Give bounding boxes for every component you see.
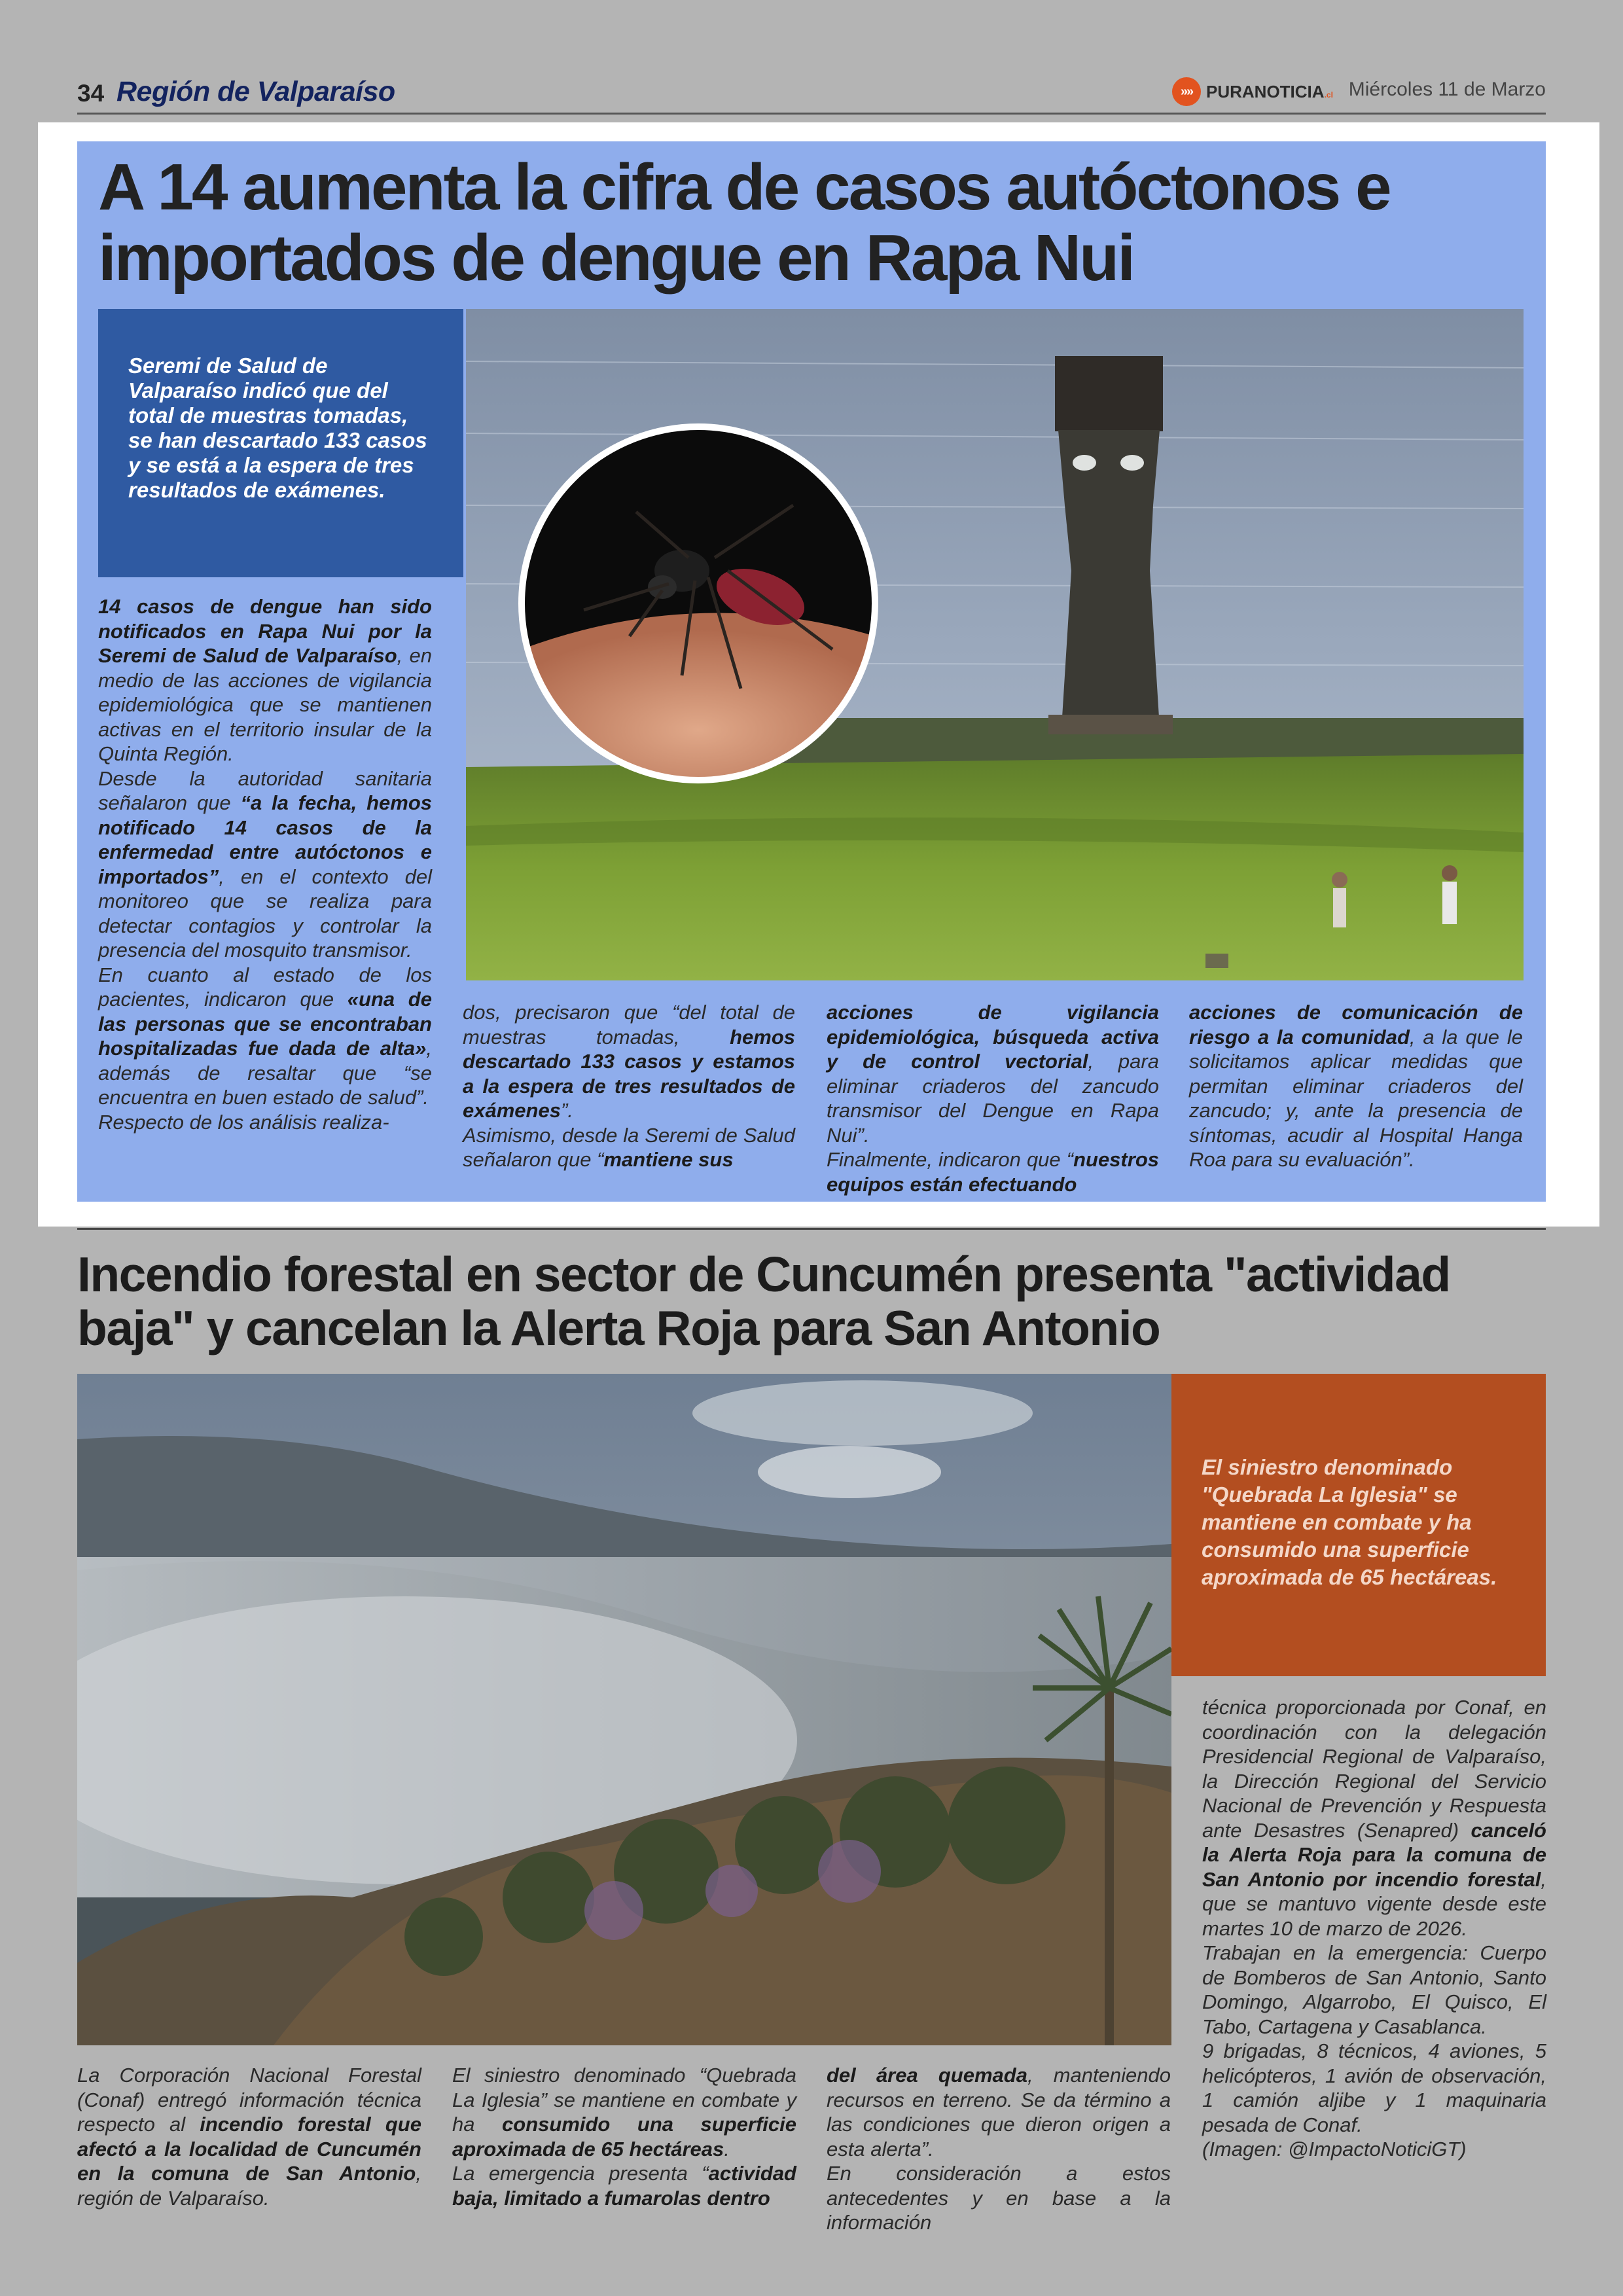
image-credit: (Imagen: @ImpactoNoticiGT) — [1202, 2138, 1467, 2161]
paragraph: Desde la autoridad sanitaria señalaron que “a la fecha, hemos notificado 14 casos de la enfermedad entre autóctonos e importados”, en el contexto del monitoreo que se realiza para detectar contagios y controlar la presencia del mosquito transmisor. — [98, 766, 432, 961]
article-column-2 — [463, 1000, 795, 1172]
article-lead: El siniestro denominado "Quebrada La Iglesia" se mantiene en combate y ha consumido una superficie aproximada de 65 hectáreas. — [1171, 1374, 1546, 1676]
rapa-nui-photo — [466, 309, 1524, 980]
article-column-3 — [827, 1000, 1159, 1196]
paragraph: acciones de comunicación de riesgo a la comunidad, a la que le solicitamos aplicar medidas que permitan eliminar criaderos del zancudo; y, ante la presencia de síntomas, acudir al Hospital Hanga Roa para su evaluación”. — [1189, 1001, 1523, 1171]
paragraph: del área quemada, manteniendo recursos en terreno. Se da término a las condiciones que dieron origen a esta alerta”. — [827, 2064, 1171, 2161]
page-header — [77, 72, 1546, 114]
wildfire-photo — [77, 1374, 1171, 2045]
article-headline: A 14 aumenta la cifra de casos autóctonos e importados de dengue en Rapa Nui — [98, 151, 1390, 295]
article-column-4 — [1189, 1000, 1523, 1172]
article-divider — [77, 1228, 1546, 1230]
paragraph: La emergencia presenta “actividad baja, limitado a fumarolas dentro — [452, 2162, 796, 2210]
paragraph: En cuanto al estado de los pacientes, indicaron que «una de las personas que se encontraban hospitalizadas fue dada de alta», además de resaltar que “se encuentra en buen estado de salud”. — [98, 963, 432, 1109]
paragraph: técnica proporcionada por Conaf, en coordinación con la delegación Presidencial Regional de Valparaíso, la Dirección Regional del Servicio Nacional de Prevención y Respuesta ante Desastres (Senapred) canceló la Alerta Roja para la comuna de San Antonio por incendio forestal, que se mantuvo vigente desde este martes 10 de marzo de 2026. — [1202, 1696, 1546, 1940]
header-divider — [77, 113, 1546, 115]
paragraph: La Corporación Nacional Forestal (Conaf) entregó información técnica respecto al incendio forestal que afectó a la localidad de Cuncumén en la comuna de San Antonio, región de Valparaíso. — [77, 2064, 421, 2210]
issue-date: Miércoles 11 de Marzo — [1348, 79, 1546, 100]
paragraph: Trabajan en la emergencia: Cuerpo de Bomberos de San Antonio, Santo Domingo, Algarrobo, El Quisco, El Tabo, Cartagena y Casablanca. — [1202, 1941, 1546, 2038]
paragraph: En consideración a estos antecedentes y en base a la información — [827, 2162, 1171, 2234]
section-title: Región de Valparaíso — [116, 76, 395, 107]
paragraph: Respecto de los análisis realiza- — [98, 1110, 389, 1134]
brand-name: PURANOTICIA — [1206, 81, 1325, 101]
article-column-2 — [452, 2063, 796, 2210]
paragraph: acciones de vigilancia epidemiológica, búsqueda activa y de control vectorial, para eliminar criaderos del zancudo transmisor del Dengue en Rapa Nui”. — [827, 1001, 1159, 1147]
article-lead: Seremi de Salud de Valparaíso indicó que del total de muestras tomadas, se han descartado 133 casos y se está a la espera de tres resultados de exámenes. — [98, 309, 463, 577]
article-column-4 — [1202, 1695, 1546, 2162]
paragraph: El siniestro denominado “Quebrada La Iglesia” se mantiene en combate y ha consumido una superficie aproximada de 65 hectáreas. — [452, 2064, 796, 2161]
paragraph: 9 brigadas, 8 técnicos, 4 aviones, 5 helicópteros, 1 avión de observación, 1 camión aljibe y 1 maquinaria pesada de Conaf. — [1202, 2039, 1546, 2136]
brand-suffix: .cl — [1324, 90, 1333, 99]
paragraph: dos, precisaron que “del total de muestras tomadas, hemos descartado 133 casos y estamos a la espera de tres resultados de exámenes”. — [463, 1001, 795, 1122]
paragraph: 14 casos de dengue han sido notificados en Rapa Nui por la Seremi de Salud de Valparaíso, en medio de las acciones de vigilancia epidemiológica que se mantienen activas en el territorio insular de la Quinta Región. — [98, 595, 432, 765]
page-number: 34 — [77, 80, 105, 107]
article-headline: Incendio forestal en sector de Cuncumén presenta "actividad baja" y cancelan la Alerta Roja para San Antonio — [77, 1247, 1450, 1355]
paragraph: Finalmente, indicaron que “nuestros equipos están efectuando — [827, 1148, 1159, 1196]
brand-logo — [1172, 75, 1333, 109]
article-column-1 — [77, 2063, 421, 2210]
paragraph: Asimismo, desde la Seremi de Salud señalaron que “mantiene sus — [463, 1123, 795, 1171]
article-column-3 — [827, 2063, 1171, 2235]
brand-mark-icon: »» — [1172, 77, 1201, 106]
article-column-1 — [98, 594, 432, 1134]
